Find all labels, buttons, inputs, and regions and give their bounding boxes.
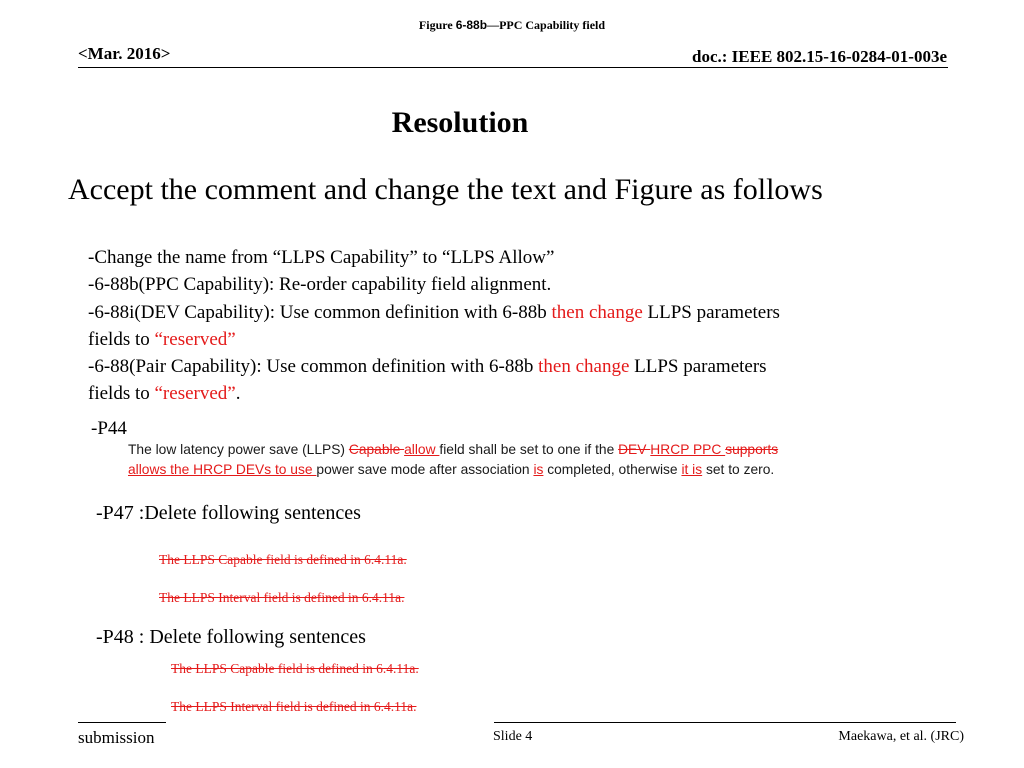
slide-title: Resolution (391, 106, 529, 139)
figure-caption (0, 18, 1024, 33)
p44-deleted-dev: DEV (618, 442, 651, 457)
body-line-3-text: -6-88i(DEV Capability): Use common definition with 6-88b (88, 301, 552, 323)
body-line-5-tail: LLPS parameters (629, 356, 767, 378)
body-line-6-text: fields to (88, 383, 155, 405)
p44-inserted-allow: allow (404, 442, 440, 457)
body-line-4 (88, 326, 948, 353)
footer-submission: submission (78, 728, 155, 747)
p48-deleted-sentence-2: The LLPS Interval field is defined in 6.4.11a. (171, 699, 417, 714)
p44-excerpt (128, 440, 828, 480)
figure-caption-prefix: Figure (418, 18, 456, 32)
body-line-6-tail: . (235, 383, 241, 405)
p44-inserted-allows: allows the HRCP DEVs to use (128, 462, 317, 477)
body-line-3 (88, 299, 948, 326)
figure-caption-dash: — (487, 18, 500, 32)
body-line-1: -Change the name from “LLPS Capability” to “LLPS Allow” (88, 247, 555, 268)
footer-slide-number: Slide 4 (493, 729, 533, 744)
header-doc-id: doc.: IEEE 802.15-16-0284-01-003e (692, 47, 947, 66)
body-line-3-red: then change (551, 301, 643, 323)
slide-subtitle: Accept the comment and change the text and Figure as follows (68, 173, 823, 206)
body-line-5-text: -6-88(Pair Capability): Use common definition with 6-88b (88, 356, 539, 378)
p44-text-5: set to zero. (702, 462, 775, 477)
p44-inserted-it-is: it is (681, 462, 703, 477)
body-line-3-tail: LLPS parameters (642, 301, 780, 323)
p47-deleted-sentence-1: The LLPS Capable field is defined in 6.4.11a. (159, 552, 407, 567)
header-date: <Mar. 2016> (78, 44, 171, 63)
figure-caption-number: 6-88b (455, 18, 488, 32)
body-line-5 (88, 353, 948, 380)
p44-line-1 (128, 440, 828, 460)
figure-caption-name: PPC Capability field (499, 18, 606, 32)
p44-text-4: completed, otherwise (543, 462, 682, 477)
p44-text-2: field shall be set to one if the (439, 442, 619, 457)
footer-divider-left (78, 722, 166, 723)
p44-inserted-is: is (533, 462, 544, 477)
header-divider (78, 67, 948, 68)
p47-deleted-sentence-2: The LLPS Interval field is defined in 6.4.11a. (159, 590, 405, 605)
p44-deleted-capable: Capable (348, 442, 405, 457)
p44-text-1: The low latency power save (LLPS) (128, 442, 349, 457)
p47-label: -P47 :Delete following sentences (96, 502, 361, 524)
p44-deleted-supports: supports (725, 442, 779, 457)
p44-text-3: power save mode after association (316, 462, 534, 477)
resolution-body (88, 244, 948, 408)
p44-line-2 (128, 460, 828, 480)
footer-divider-right (494, 722, 956, 723)
body-line-6 (88, 380, 948, 407)
footer-authors: Maekawa, et al. (JRC) (838, 729, 964, 744)
body-line-4-red: “reserved” (154, 328, 236, 350)
body-line-2: -6-88b(PPC Capability): Re-order capability field alignment. (88, 274, 552, 296)
body-line-5-red: then change (538, 356, 630, 378)
p48-label: -P48 : Delete following sentences (96, 626, 366, 648)
body-line-6-red: “reserved” (154, 383, 236, 405)
body-line-4-text: fields to (88, 328, 155, 350)
p48-deleted-sentence-1: The LLPS Capable field is defined in 6.4.11a. (171, 661, 419, 676)
p44-inserted-hrcp-ppc: HRCP PPC (650, 442, 726, 457)
p44-label: -P44 (91, 418, 127, 438)
